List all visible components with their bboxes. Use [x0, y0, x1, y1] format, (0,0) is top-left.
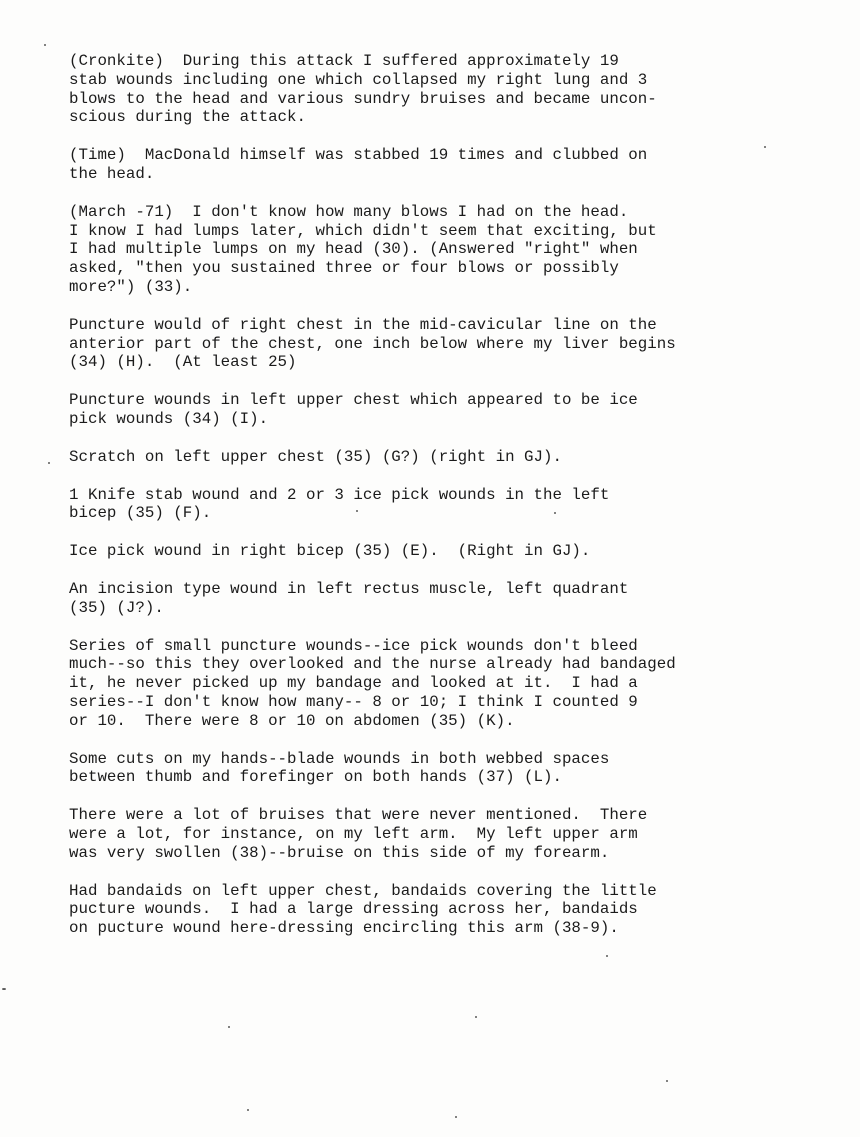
scan-speck [475, 1016, 477, 1018]
text-line: I had multiple lumps on my head (30). (Answered "right" when [69, 240, 638, 259]
text-line: Some cuts on my hands--blade wounds in both webbed spaces [69, 749, 610, 768]
text-line: (34) (H). (At least 25) [69, 353, 297, 372]
scan-speck [554, 512, 556, 514]
scan-speck [247, 1109, 249, 1111]
scan-speck [606, 955, 608, 957]
scan-speck [356, 510, 358, 512]
text-line: Had bandaids on left upper chest, bandaids covering the little [69, 881, 657, 900]
text-line: An incision type wound in left rectus muscle, left quadrant [69, 579, 629, 598]
paragraph-puncture-series [69, 637, 829, 731]
text-line: asked, "then you sustained three or four blows or possibly [69, 259, 619, 278]
text-line: was very swollen (38)--bruise on this side of my forearm. [69, 843, 610, 862]
text-line: (Cronkite) During this attack I suffered approximately 19 [69, 52, 619, 70]
paragraph-incision [69, 580, 829, 618]
paragraph-hand-cuts [69, 750, 829, 788]
text-line: Series of small puncture wounds--ice pick wounds don't bleed [69, 636, 638, 655]
text-line: the head. [69, 164, 155, 183]
text-line: were a lot, for instance, on my left arm. My left upper arm [69, 824, 638, 843]
text-line: pucture wounds. I had a large dressing across her, bandaids [69, 900, 638, 919]
paragraph-left-upper-chest [69, 391, 829, 429]
paragraph-cronkite [69, 52, 829, 127]
text-line: (35) (J?). [69, 598, 164, 617]
scan-speck [764, 146, 766, 148]
text-line: on pucture wound here-dressing encircling this arm (38-9). [69, 919, 619, 938]
text-line: 1 Knife stab wound and 2 or 3 ice pick wounds in the left [69, 485, 610, 504]
text-line: pick wounds (34) (I). [69, 409, 269, 428]
text-line: Ice pick wound in right bicep (35) (E). (Right in GJ). [69, 542, 591, 561]
scan-speck [48, 462, 50, 464]
text-line: (Time) MacDonald himself was stabbed 19 times and clubbed on [69, 146, 648, 165]
text-line: There were a lot of bruises that were never mentioned. There [69, 806, 648, 825]
text-line: scious during the attack. [69, 108, 306, 127]
paragraph-right-chest [69, 316, 829, 372]
document-body [69, 52, 829, 957]
text-line: between thumb and forefinger on both hands (37) (L). [69, 768, 562, 787]
text-line: or 10. There were 8 or 10 on abdomen (35) (K). [69, 711, 515, 730]
text-line: anterior part of the chest, one inch below where my liver begins [69, 334, 676, 353]
paragraph-scratch [69, 448, 829, 467]
text-line: blows to the head and various sundry bruises and became uncon- [69, 89, 657, 108]
paragraph-left-bicep [69, 486, 829, 524]
scan-speck [44, 44, 46, 46]
scan-speck [228, 1026, 230, 1028]
text-line: Puncture wounds in left upper chest which appeared to be ice [69, 391, 638, 410]
text-line: bicep (35) (F). [69, 504, 212, 523]
text-line: Puncture would of right chest in the mid-cavicular line on the [69, 315, 657, 334]
text-line: more?") (33). [69, 277, 193, 296]
text-line: (March -71) I don't know how many blows I had on the head. [69, 202, 629, 221]
text-line: much--so this they overlooked and the nurse already had bandaged [69, 655, 676, 674]
text-line: it, he never picked up my bandage and looked at it. I had a [69, 674, 638, 693]
paragraph-bruises [69, 806, 829, 862]
paragraph-right-bicep [69, 542, 829, 561]
text-line: Scratch on left upper chest (35) (G?) (right in GJ). [69, 447, 562, 466]
scan-speck [2, 988, 6, 990]
paragraph-time [69, 146, 829, 184]
text-line: stab wounds including one which collapsed my right lung and 3 [69, 70, 648, 89]
scan-speck [666, 1080, 668, 1082]
text-line: I know I had lumps later, which didn't seem that exciting, but [69, 221, 657, 240]
text-line: series--I don't know how many-- 8 or 10; I think I counted 9 [69, 692, 638, 711]
paragraph-march-71 [69, 203, 829, 297]
paragraph-bandaids [69, 882, 829, 938]
scan-speck [455, 1116, 457, 1118]
